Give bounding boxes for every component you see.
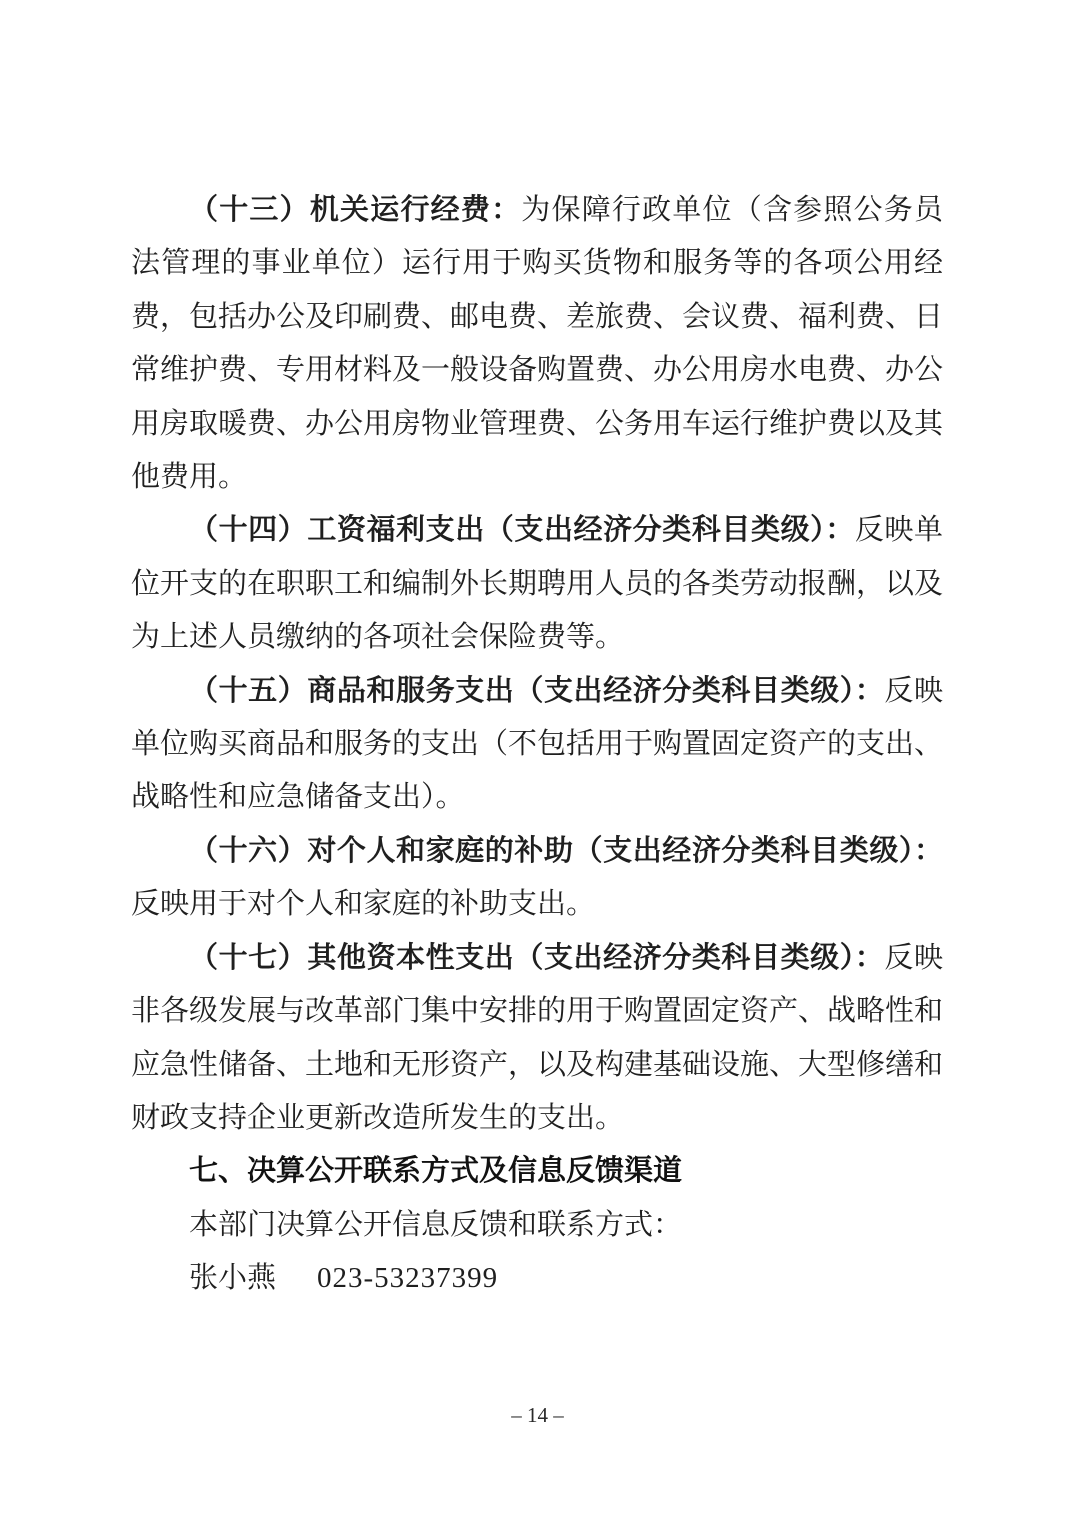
paragraph-16-lead: （十六）对个人和家庭的补助（支出经济分类科目类级）： xyxy=(189,834,943,867)
paragraph-16 xyxy=(131,825,943,932)
paragraph-14 xyxy=(131,504,943,664)
contact-name: 张小燕 xyxy=(189,1262,277,1295)
paragraph-17 xyxy=(131,932,943,1146)
paragraph-15 xyxy=(131,665,943,825)
paragraph-17-body: 反映非各级发展与改革部门集中安排的用于购置固定资产、战略性和应急性储备、土地和无形资产，以及构建基础设施、大型修缮和财政支持企业更新改造所发生的支出。 xyxy=(131,941,944,1134)
paragraph-17-lead: （十七）其他资本性支出（支出经济分类科目类级）： xyxy=(189,941,885,974)
section-heading: 七、决算公开联系方式及信息反馈渠道 xyxy=(189,1155,683,1188)
paragraph-15-lead: （十五）商品和服务支出（支出经济分类科目类级）： xyxy=(189,674,885,707)
paragraph-13-lead: （十三）机关运行经费： xyxy=(189,194,522,226)
paragraph-16-body: 反映用于对个人和家庭的补助支出。 xyxy=(131,888,596,921)
page-number: – 14 – xyxy=(511,1403,564,1427)
paragraph-15-body: 反映单位购买商品和服务的支出（不包括用于购置固定资产的支出、战略性和应急储备支出）。 xyxy=(131,674,944,814)
paragraph-13-body: 为保障行政单位（含参照公务员法管理的事业单位）运行用于购买货物和服务等的各项公用经费，包括办公及印刷费、邮电费、差旅费、会议费、福利费、日常维护费、专用材料及一般设备购置费、办公用房水电费、办公用房取暖费、办公用房物业管理费、公务用车运行维护费以及其他费用。 xyxy=(131,194,944,494)
paragraph-14-body: 反映单位开支的在职职工和编制外长期聘用人员的各类劳动报酬，以及为上述人员缴纳的各项社会保险费等。 xyxy=(131,514,944,654)
contact-phone: 023-53237399 xyxy=(317,1262,499,1295)
paragraph-13 xyxy=(131,184,943,504)
contact-line xyxy=(131,1252,943,1305)
paragraph-14-lead: （十四）工资福利支出（支出经济分类科目类级）： xyxy=(189,514,855,547)
document-content xyxy=(131,184,943,1306)
contact-intro: 本部门决算公开信息反馈和联系方式： xyxy=(189,1208,683,1241)
